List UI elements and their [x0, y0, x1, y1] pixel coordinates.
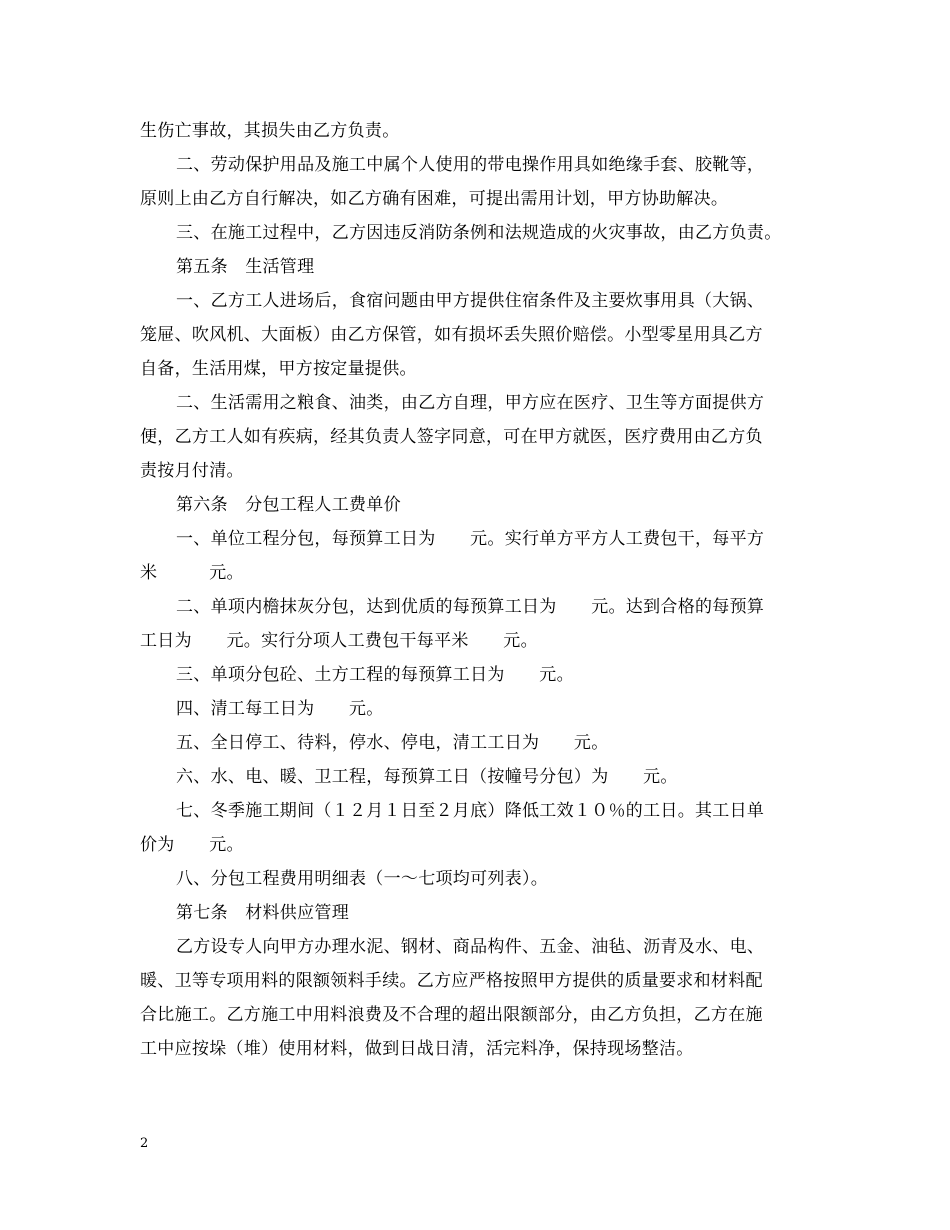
- text-line: 三、在施工过程中，乙方因违反消防条例和法规造成的火灾事故，由乙方负责。: [176, 223, 782, 243]
- text-line: 合比施工。乙方施工中用料浪费及不合理的超出限额部分，由乙方负担，乙方在施: [140, 1005, 763, 1025]
- text-line: 工中应按垛（堆）使用材料，做到日战日清，活完料净，保持现场整洁。: [140, 1039, 694, 1059]
- text-line: 笼屉、吹风机、大面板）由乙方保管，如有损坏丢失照价赔偿。小型零星用具乙方: [140, 325, 763, 345]
- text-line: 价为 元。: [140, 835, 244, 855]
- text-line: 一、单位工程分包，每预算工日为 元。实行单方平方人工费包干，每平方: [176, 529, 765, 549]
- document-body: [140, 114, 820, 1066]
- text-line: 七、冬季施工期间（１２月１日至２月底）降低工效１０％的工日。其工日单: [176, 801, 765, 821]
- text-line: 五、全日停工、待料，停水、停电，清工工日为 元。: [176, 733, 609, 753]
- text-line: 乙方设专人向甲方办理水泥、钢材、商品构件、五金、油毡、沥青及水、电、: [176, 937, 765, 957]
- text-line: 第七条 材料供应管理: [176, 903, 349, 923]
- text-line: 二、单项内檐抹灰分包，达到优质的每预算工日为 元。达到合格的每预算: [176, 597, 765, 617]
- text-line: 三、单项分包砼、土方工程的每预算工日为 元。: [176, 665, 574, 685]
- text-line: 生伤亡事故，其损失由乙方负责。: [140, 121, 400, 141]
- text-line: 第六条 分包工程人工费单价: [176, 495, 401, 515]
- text-line: 四、清工每工日为 元。: [176, 699, 384, 719]
- text-line: 自备，生活用煤，甲方按定量提供。: [140, 359, 417, 379]
- text-line: 米 元。: [140, 563, 244, 583]
- text-line: 二、生活需用之粮食、油类，由乙方自理，甲方应在医疗、卫生等方面提供方: [176, 393, 765, 413]
- text-line: 六、水、电、暖、卫工程，每预算工日（按幢号分包）为 元。: [176, 767, 678, 787]
- page-number: 2: [140, 1136, 149, 1151]
- text-line: 原则上由乙方自行解决，如乙方确有困难，可提出需用计划，甲方协助解决。: [140, 189, 729, 209]
- text-line: 工日为 元。实行分项人工费包干每平米 元。: [140, 631, 538, 651]
- text-line: 第五条 生活管理: [176, 257, 315, 277]
- text-line: 便，乙方工人如有疾病，经其负责人签字同意，可在甲方就医，医疗费用由乙方负: [140, 427, 763, 447]
- text-line: 八、分包工程费用明细表（一～七项均可列表）。: [176, 869, 549, 889]
- text-line: 暖、卫等专项用料的限额领料手续。乙方应严格按照甲方提供的质量要求和材料配: [140, 971, 763, 991]
- text-line: 二、劳动保护用品及施工中属个人使用的带电操作用具如绝缘手套、胶靴等，: [176, 155, 765, 175]
- text-line: 一、乙方工人进场后，食宿问题由甲方提供住宿条件及主要炊事用具（大锅、: [176, 291, 765, 311]
- text-line: 责按月付清。: [140, 461, 244, 481]
